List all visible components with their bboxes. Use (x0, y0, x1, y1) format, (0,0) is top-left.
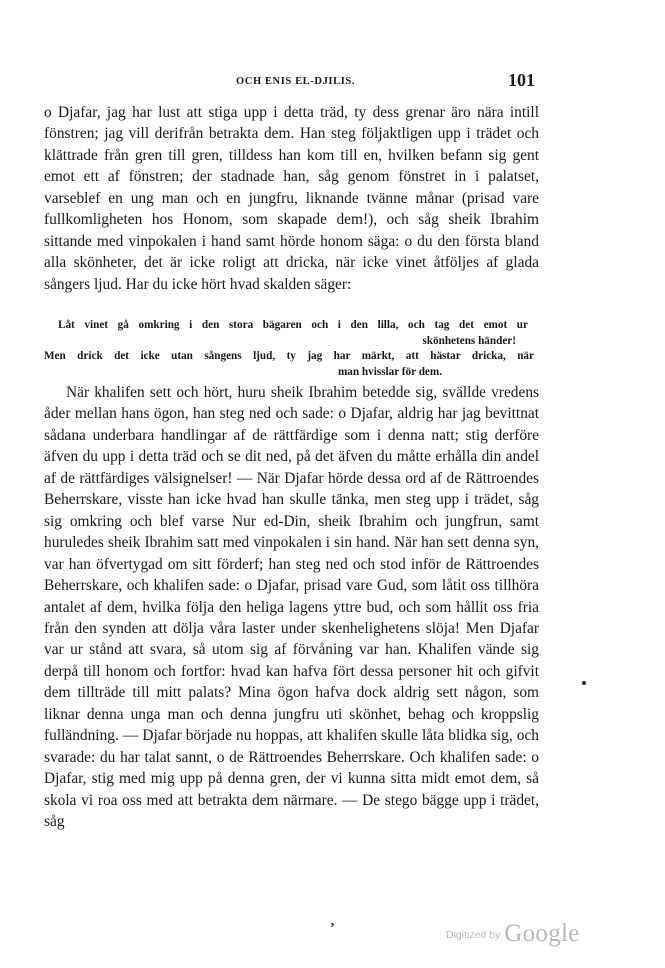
page-number: 101 (508, 70, 535, 90)
body-paragraph-2: När khalifen sett och hört, huru sheik Ibrahim betedde sig, svällde vredens åder mellan hans ögon, han steg ned och sade: o Djafar, aldrig har jag bevittnat sådana underbara handlingar af de rättfärdige som i denna natt; stig derföre äfven du upp i detta träd och se dit ned, på det äfven du måtte erhålla din andel af de rättfärdiges välsignelser! — När Djafar hörde dessa ord af de Rättroendes Beherrskare, visste han icke hvad han skulle tänka, men steg upp i trädet, såg sig omkring och blef varse Nur ed-Din, sheik Ibrahim och jungfrun, samt huruledes sheik Ibrahim satt med vinpokalen i sin hand. När han sett denna syn, var han öfvertygad om sitt förderf; han steg ned och stod inför de Rättroendes Beherrskare, och khalifen sade: o Djafar, prisad vare Gud, som låtit oss tillhöra antalet af dem, hvilka följa den heliga lagens yttre bud, och som hållit oss fria från den synden att dölja våra laster under skenhelighetens slöja! Men Djafar var ur stånd att svara, så utom sig af förvåning var han. Khalifen vände sig derpå till honom och fortfor: hvad kan hafva fört dessa personer hit och gifvit dem tillträde till mitt palats? Mina ögon hafva dock aldrig sett någon, som liknar denna unga man och denna jungfru uti skönhet, behag och kroppslig fulländning. — Djafar började nu hoppas, att khalifen skulle låta blidka sig, och svarade: du har talat sannt, o de Rättroendes Beherrskare. Och khalifen sade: o Djafar, stig med mig upp på denna gren, der vi kunna sitta midt emot dem, så skola vi roa oss med att betrakta dem närmare. — De stego bägge upp i trädet, såg (44, 384, 539, 831)
google-logo: Google (504, 920, 580, 947)
verse-couplet-2 (44, 349, 534, 380)
verse-line-2-continuation: man hvisslar för dem. (337, 365, 442, 378)
running-title: OCH ENIS EL-DJILIS. (236, 76, 356, 87)
digitized-by-google-watermark (446, 920, 580, 948)
digitized-by-label: Digitized by (446, 929, 501, 941)
body-paragraph-1: o Djafar, jag har lust att stiga upp i detta träd, ty dess grenar äro nära intill fönstren; jag vill derifrån betrakta dem. Han steg följaktligen upp i trädet och klättrade från gren till gren, tilldess han kom till en, hvilken befann sig gent emot ett af fönstren; der stadnade han, såg genom fönstret in i palatset, varseblef en ung man och en jungfru, liknande tvänne månar (prisad vare fullkomligheten hos Honom, som skapade dem!), och såg sheik Ibrahim sittande med vinpokalen i hand samt hörde honom säga: o du den första bland alla skönheter, det är icke roligt att dricka, när icke vinet åtföljes af glada sångers ljud. Har du icke hört hvad skalden säger: (44, 104, 539, 293)
verse-line-1: Låt vinet gå omkring i den stora bägaren och i den lilla, och tag det emot ur (58, 319, 528, 331)
verse-couplet-1 (58, 318, 528, 349)
margin-dot-mark (582, 681, 586, 685)
verse-line-1-continuation: skönhetens händer! (422, 334, 516, 347)
verse-line-2: Men drick det icke utan sångens ljud, ty jag har märkt, att hästar dricka, när (44, 350, 534, 362)
bottom-ink-mark: ʼ (330, 921, 335, 936)
